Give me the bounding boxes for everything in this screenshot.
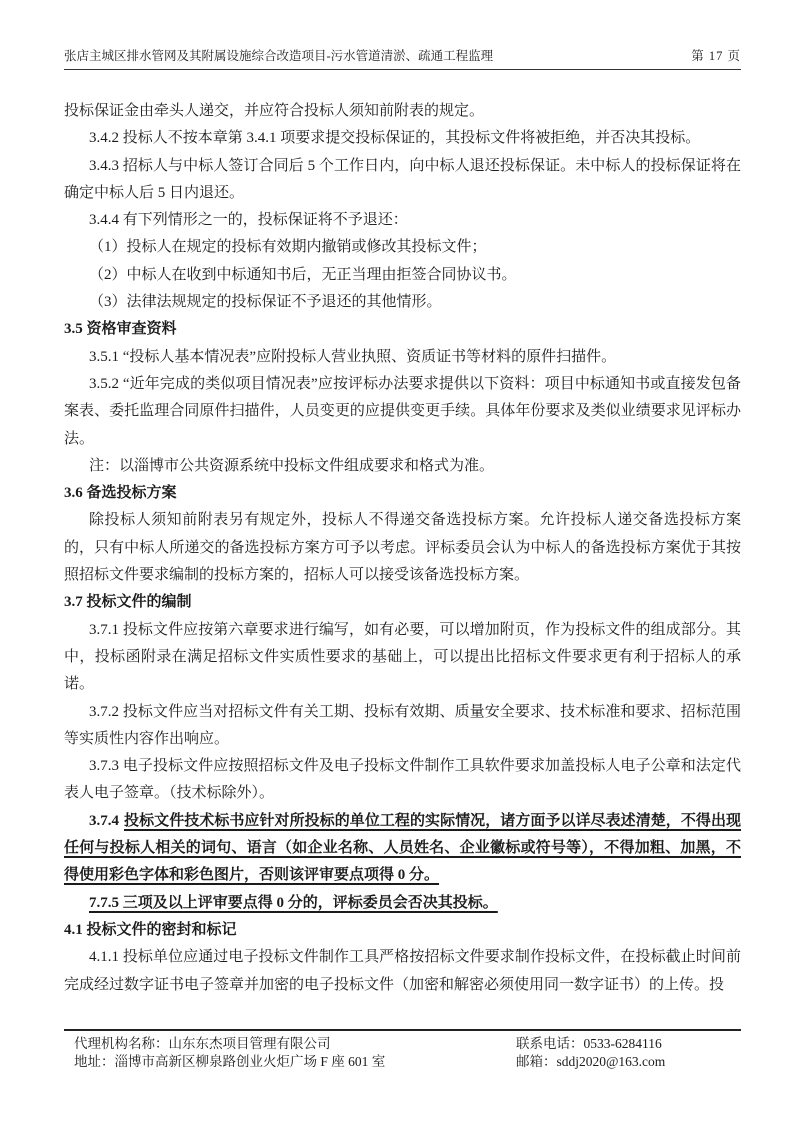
document-body [64,98,741,999]
heading-3-5: 3.5 资格审查资料 [64,321,177,338]
para-note: 注：以淄博市公共资源系统中投标文件组成要求和格式为准。 [89,457,495,474]
footer-row-2 [64,1053,741,1071]
para-continuation: 投标保证金由牵头人递交，并应符合投标人须知前附表的规定。 [64,103,485,119]
heading-4-1: 4.1 投标文件的密封和标记 [64,921,237,938]
footer-row-1 [64,1035,741,1053]
header-title: 张店主城区排水管网及其附属设施综合改造项目-污水管道清淤、疏通工程监理 [64,49,494,63]
heading-3-7: 3.7 投标文件的编制 [64,594,192,611]
para-4-1-1: 4.1.1 投标单位应通过电子投标文件制作工具严格按招标文件要求制作投标文件，在投标截止时间前完成经过数字证书电子签章并加密的电子投标文件（加密和解密必须使用同一数字证书）的上传。投 [64,949,741,993]
para-item-3: （3）法律法规规定的投标保证不予退还的其他情形。 [89,294,442,311]
para-3-5-2: 3.5.2 “近年完成的类似项目情况表”应按评标办法要求提供以下资料：项目中标通知书或直接发包备案表、委托监理合同原件扫描件，人员变更的应提供变更手续。具体年份要求及类似业绩要求见评标办法。 [64,375,741,447]
para-7-7-5 [64,890,741,917]
heading-3-6: 3.6 备选投标方案 [64,485,177,502]
para-3-7-4-text: 投标文件技术标书应针对所投标的单位工程的实际情况，诸方面予以详尽表述清楚，不得出现任何与投标人相关的词句、语言（如企业名称、人员姓名、企业徽标或符号等），不得加粗、加黑，不得使用彩色字体和彩色图片，否则该评审要点项得 0 分。 [64,812,741,884]
page-footer [64,1029,741,1070]
footer-phone: 联系电话：0533-6284116 [516,1036,662,1051]
para-3-4-4: 3.4.4 有下列情形之一的，投标保证将不予退还： [89,212,408,229]
page-header [64,46,741,70]
para-3-6-body: 除投标人须知前附表另有规定外，投标人不得递交备选投标方案。允许投标人递交备选投标方案的，只有中标人所递交的备选投标方案方可予以考虑。评标委员会认为中标人的备选投标方案优于其按照招标文件要求编制的投标方案的，招标人可以接受该备选投标方案。 [64,512,741,584]
para-3-7-3: 3.7.3 电子投标文件应按照招标文件及电子投标文件制作工具软件要求加盖投标人电子公章和法定代表人电子签章。（技术标除外）。 [64,758,741,802]
para-3-7-2: 3.7.2 投标文件应当对招标文件有关工期、投标有效期、质量安全要求、技术标准和要求、招标范围等实质性内容作出响应。 [64,703,741,747]
footer-address: 地址：淄博市高新区柳泉路创业火炬广场 F 座 601 室 [74,1053,386,1069]
para-3-7-4 [64,808,741,890]
page-number: 第 17 页 [691,49,741,63]
para-3-7-4-number: 3.7.4 [89,812,119,829]
footer-agency-name: 代理机构名称：山东东杰项目管理有限公司 [74,1036,331,1051]
footer-email: 邮箱：sddj2020@163.com [516,1053,666,1069]
para-7-7-5-text: 7.7.5 三项及以上评审要点得 0 分的，评标委员会否决其投标。 [89,894,498,911]
para-item-1: （1）投标人在规定的投标有效期内撤销或修改其投标文件； [89,239,487,256]
para-3-4-2: 3.4.2 投标人不按本章第 3.4.1 项要求提交投标保证的，其投标文件将被拒绝，并否决其投标。 [89,130,701,147]
para-3-7-1: 3.7.1 投标文件应按第六章要求进行编写，如有必要，可以增加附页，作为投标文件的组成部分。其中，投标函附录在满足招标文件实质性要求的基础上，可以提出比招标文件要求更有利于招标人的承诺。 [64,621,741,693]
para-3-5-1: 3.5.1 “投标人基本情况表”应附投标人营业执照、资质证书等材料的原件扫描件。 [89,348,617,365]
para-item-2: （2）中标人在收到中标通知书后，无正当理由拒签合同协议书。 [89,266,517,283]
para-3-4-3: 3.4.3 招标人与中标人签订合同后 5 个工作日内，向中标人退还投标保证。未中标人的投标保证将在确定中标人后 5 日内退还。 [64,157,741,201]
